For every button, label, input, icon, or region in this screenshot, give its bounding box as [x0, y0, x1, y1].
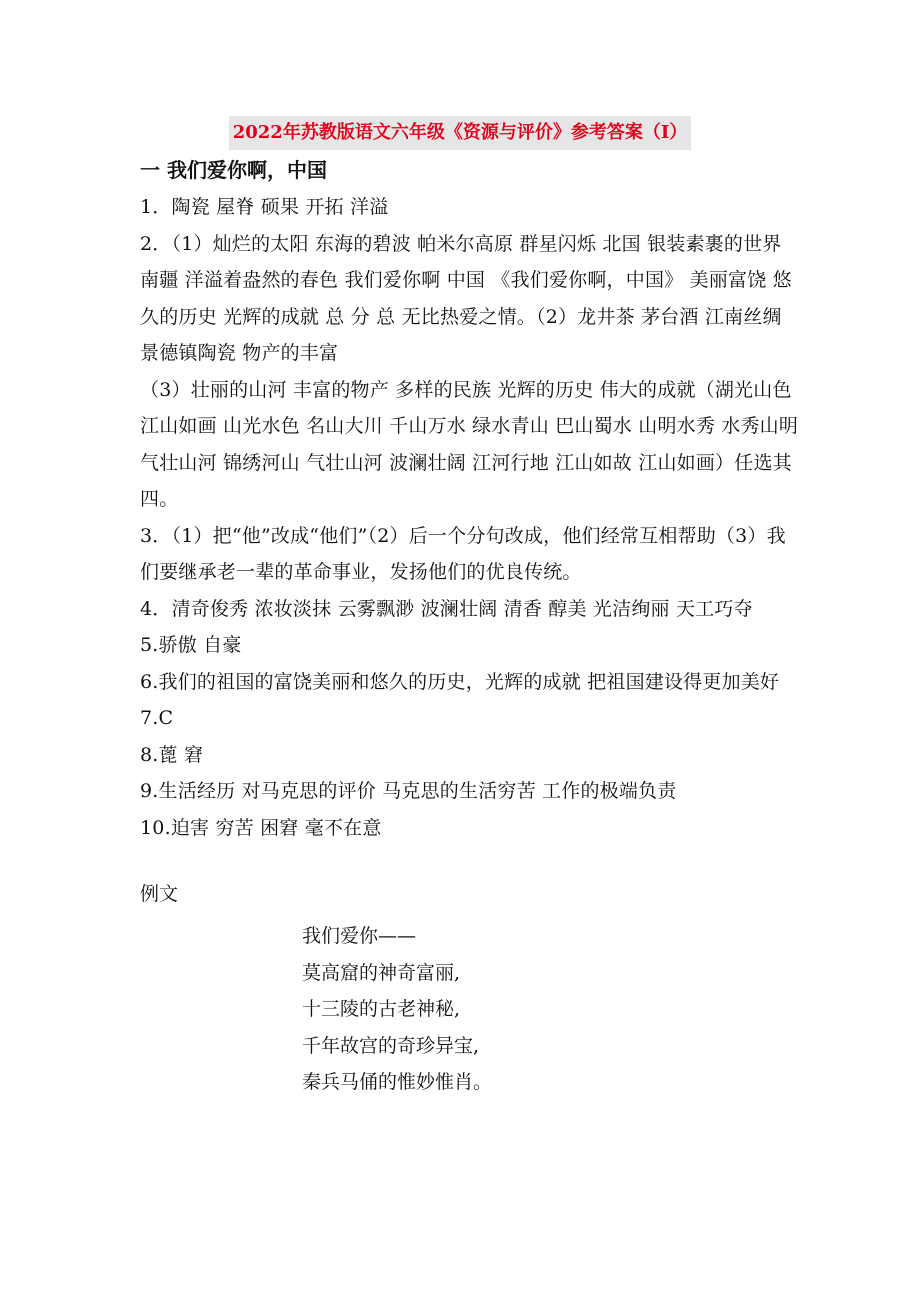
answer-4: 4．清奇俊秀 浓妆淡抹 云雾飘渺 波澜壮阔 清香 醇美 光洁绚丽 天工巧夺	[140, 597, 753, 620]
answer-7: 7.C	[140, 707, 174, 729]
document-body	[140, 152, 800, 1101]
answer-2-part-3: （3）壮丽的山河 丰富的物产 多样的民族 光辉的历史 伟大的成就（湖光山色 江山如画 山光水色 名山大川 千山万水 绿水青山 巴山蜀水 山明水秀 水秀山明 气壮山河 锦绣河山 气壮山河 波澜壮阔 江河行地 江山如故 江山如画）任选其四。	[140, 378, 799, 510]
answer-10: 10.迫害 穷苦 困窘 毫不在意	[140, 816, 382, 839]
answer-8: 8.蓖 窘	[140, 743, 204, 766]
poem-line: 我们爱你——	[302, 925, 417, 947]
section-heading: 一 我们爱你啊，中国	[140, 158, 327, 182]
answer-1: 1．陶瓷 屋脊 硕果 开拓 洋溢	[140, 196, 389, 218]
poem-line: 十三陵的古老神秘,	[302, 998, 461, 1020]
answer-9: 9.生活经历 对马克思的评价 马克思的生活穷苦 工作的极端负责	[140, 780, 677, 802]
document-title: 2022年苏教版语文六年级《资源与评价》参考答案（I）	[229, 116, 692, 150]
answer-2: 2．（1）灿烂的太阳 东海的碧波 帕米尔高原 群星闪烁 北国 银装素裹的世界 南疆 洋溢着盎然的春色 我们爱你啊 中国 《我们爱你啊，中国》 美丽富饶 悠久的历史 光辉的成就 总 分 总 无比热爱之情。（2）龙井茶 茅台酒 江南丝绸 景德镇陶瓷 物产的丰富	[140, 232, 792, 364]
example-poem	[302, 918, 800, 1101]
answer-3: 3．（1）把“他”改成“他们”（2）后一个分句改成，他们经常互相帮助（3）我们要继承老一辈的革命事业，发扬他们的优良传统。	[140, 524, 786, 583]
answer-5: 5.骄傲 自豪	[140, 634, 242, 656]
title-row	[0, 116, 920, 150]
poem-line: 莫高窟的神奇富丽,	[302, 961, 461, 984]
example-label: 例文	[140, 883, 179, 905]
poem-line: 千年故宫的奇珍异宝,	[302, 1034, 480, 1057]
answer-6: 6.我们的祖国的富饶美丽和悠久的历史，光辉的成就 把祖国建设得更加美好	[140, 670, 780, 693]
poem-line: 秦兵马俑的惟妙惟肖。	[302, 1071, 493, 1093]
